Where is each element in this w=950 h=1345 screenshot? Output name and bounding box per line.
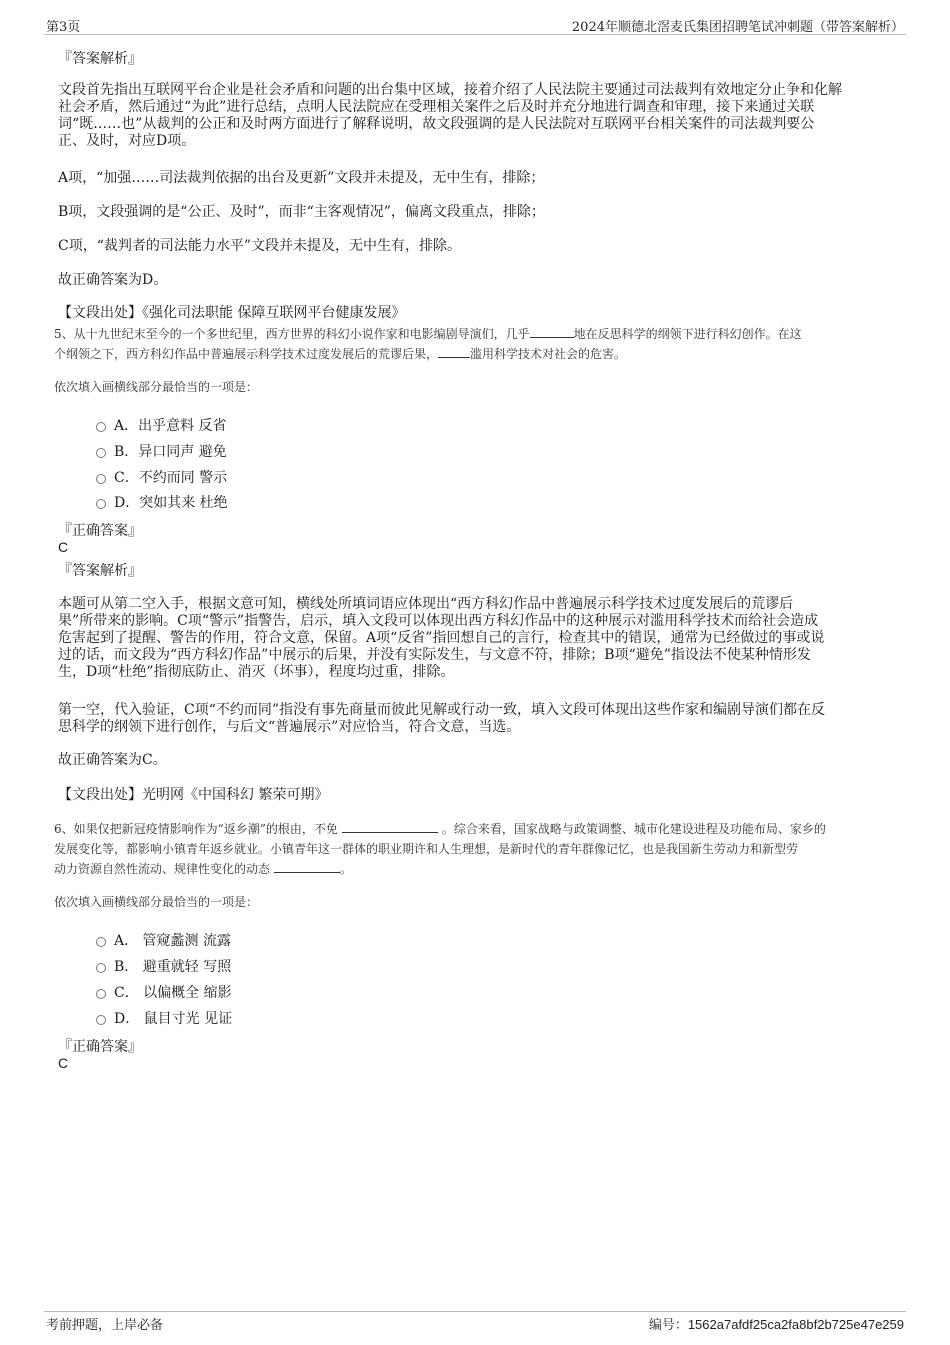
option-d[interactable]: D． 鼠目寸光 见证 — [96, 1008, 232, 1028]
option-c[interactable]: C．不约而同 警示 — [96, 467, 227, 487]
radio-icon[interactable] — [96, 937, 106, 947]
radio-icon[interactable] — [96, 989, 106, 999]
analysis-line: 果”所带来的影响。C项“警示”指警告，启示，填入文段可以体现出西方科幻作品中的这种展示对滥用科学技术而给社会造成 — [58, 613, 819, 629]
analysis-tag: 『答案解析』 — [58, 563, 142, 579]
correct-answer: C — [58, 1055, 69, 1071]
blank-1 — [342, 820, 438, 833]
option-b-analysis: B项，文段强调的是“公正、及时”，而非“主客观情况”，偏离文段重点，排除； — [58, 204, 545, 220]
correct-answer: C — [58, 539, 69, 555]
footer-divider — [44, 1311, 906, 1312]
analysis-tag: 『答案解析』 — [58, 51, 142, 67]
analysis-line: 危害起到了提醒、警告的作用，符合文意，保留。A项“反省”指回想自己的言行，检查其中的错误，通常为已经做过的事或说 — [58, 630, 825, 646]
analysis-line: 本题可从第二空入手，根据文意可知，横线处所填词语应体现出“西方科幻作品中普遍展示科学技术过度发展后的荒谬后 — [58, 596, 794, 612]
question-6-stem: 6、如果仅把新冠疫情影响作为“返乡潮”的根由，不免 。综合来看，国家战略与政策调整、城市化建设进程及功能布局、家乡的 发展变化等，都影响小镇青年返乡就业。小镇青年这一群体的职业期许和人生理想，是新时代的青年群像记忆，也是我国新生劳动力和新型劳 动力资源自然性流动、规律性变化的动态 。 — [54, 822, 826, 876]
option-d[interactable]: D．突如其来 杜绝 — [96, 492, 228, 512]
question-prompt: 依次填入画横线部分最恰当的一项是： — [54, 380, 259, 394]
radio-icon[interactable] — [96, 422, 106, 432]
option-c-analysis: C项，“裁判者的司法能力水平”文段并未提及，无中生有，排除。 — [58, 238, 462, 254]
option-b[interactable]: B． 避重就轻 写照 — [96, 956, 231, 976]
option-a-analysis: A项，“加强……司法裁判依据的出台及更新”文段并未提及，无中生有，排除； — [58, 170, 545, 186]
radio-icon[interactable] — [96, 499, 106, 509]
option-c[interactable]: C． 以偏概全 缩影 — [96, 982, 232, 1002]
q5-analysis-para-1 — [58, 596, 903, 681]
blank-1 — [530, 325, 574, 338]
q4-analysis — [58, 82, 898, 150]
radio-icon[interactable] — [96, 474, 106, 484]
answer-tag: 『正确答案』 — [58, 523, 142, 539]
blank-2 — [438, 345, 470, 358]
radio-icon[interactable] — [96, 963, 106, 973]
source-citation: 【文段出处】《强化司法职能 保障互联网平台健康发展》 — [58, 305, 406, 321]
page-number: 第3页 — [46, 20, 81, 35]
blank-2 — [274, 860, 340, 873]
option-b[interactable]: B．异口同声 避免 — [96, 441, 227, 461]
q5-analysis-para-2 — [58, 702, 903, 736]
analysis-line: 社会矛盾，然后通过“为此”进行总结，点明人民法院应在受理相关案件之后及时并充分地进行调查和审理，接下来通过关联 — [58, 99, 815, 115]
radio-icon[interactable] — [96, 448, 106, 458]
analysis-line: 第一空，代入验证，C项“不约而同”指没有事先商量而彼此见解或行动一致，填入文段可体现出这些作家和编剧导演们都在反 — [58, 702, 826, 718]
analysis-line: 文段首先指出互联网平台企业是社会矛盾和问题的出台集中区域，接着介绍了人民法院主要通过司法裁判有效地定分止争和化解 — [58, 82, 842, 98]
analysis-line: 过的话，而文段为“西方科幻作品”中展示的后果，并没有实际发生，与文意不符，排除；B项“避免”指设法不使某种情形发 — [58, 647, 811, 663]
conclusion: 故正确答案为C。 — [58, 752, 167, 768]
document-title: 2024年顺德北滘麦氏集团招聘笔试冲刺题（带答案解析） — [571, 20, 904, 35]
analysis-line: 思科学的纲领下进行创作，与后文“普遍展示”对应恰当，符合文意，当选。 — [58, 719, 521, 735]
header-divider — [44, 34, 906, 35]
option-a[interactable]: A． 管窥蠡测 流露 — [96, 930, 231, 950]
analysis-line: 正、及时，对应D项。 — [58, 133, 196, 149]
question-5-stem: 5、从十九世纪末至今的一个多世纪里，西方世界的科幻小说作家和电影编剧导演们，几乎 地在反思科学的纲领下进行科幻创作。在这 个纲领之下，西方科幻作品中普遍展示科学技术过度发展后的荒谬后果， 滥用科学技术对社会的危害。 — [54, 327, 802, 361]
question-prompt: 依次填入画横线部分最恰当的一项是： — [54, 895, 259, 909]
conclusion: 故正确答案为D。 — [58, 272, 168, 288]
option-a[interactable]: A．出乎意料 反省 — [96, 415, 227, 435]
radio-icon[interactable] — [96, 1015, 106, 1025]
footer-slogan: 考前押题，上岸必备 — [46, 1318, 164, 1333]
answer-tag: 『正确答案』 — [58, 1039, 142, 1055]
analysis-line: 词“既……也”从裁判的公正和及时两方面进行了解释说明，故文段强调的是人民法院对互联网平台相关案件的司法裁判要公 — [58, 116, 815, 132]
analysis-line: 生，D项“杜绝”指彻底防止、消灭（坏事），程度均过重，排除。 — [58, 664, 455, 680]
document-id: 编号：1562a7afdf25ca2fa8bf2b725e47e259 — [648, 1317, 904, 1332]
source-citation: 【文段出处】光明网《中国科幻 繁荣可期》 — [58, 787, 329, 803]
